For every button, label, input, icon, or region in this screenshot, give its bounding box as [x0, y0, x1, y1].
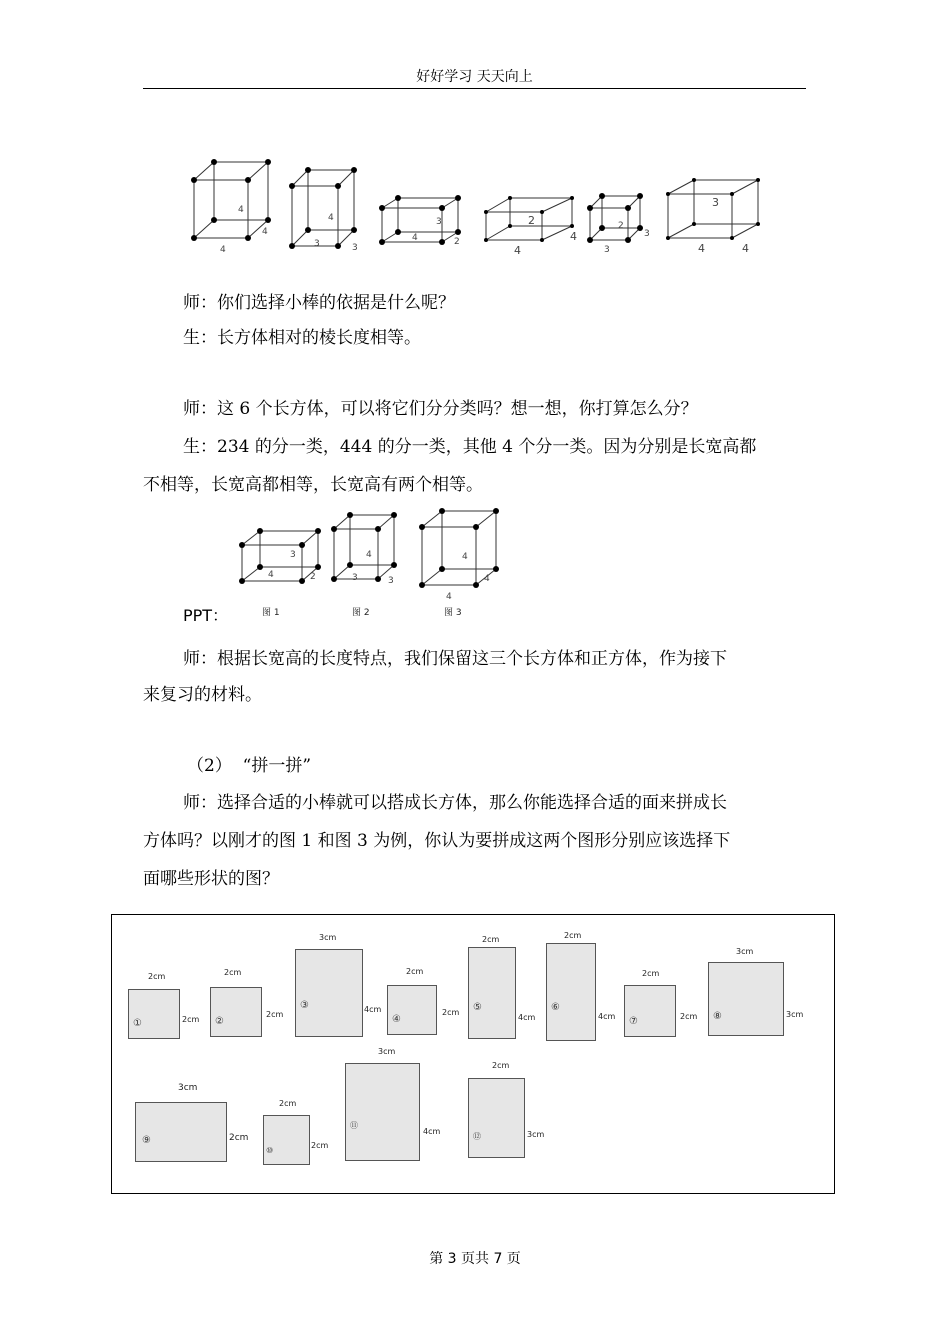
fig3-label-c: 4 [446, 592, 452, 602]
shape-7-top-label: 2cm [642, 969, 660, 978]
section2-line2: 方体吗？以刚才的图 1 和图 3 为例，你认为要拼成这两个图形分别应该选择下 [143, 831, 731, 851]
shape-11-number: ⑪ [350, 1121, 358, 1130]
shape-5-number: ⑤ [473, 1002, 482, 1013]
shape-9-side-label: 2cm [229, 1133, 249, 1143]
cuboid-3-label-c: 2 [454, 237, 460, 247]
shape-7 [624, 985, 676, 1037]
shape-4 [387, 985, 437, 1035]
page-footer: 第 3 页共 7 页 [429, 1251, 521, 1267]
cuboid-1-label-b: 4 [262, 227, 268, 237]
cuboid-1-label-a: 4 [238, 205, 244, 215]
shape-5-side-label: 4cm [518, 1013, 536, 1022]
fig3-label-b: 4 [484, 574, 490, 584]
shape-2-top-label: 2cm [224, 968, 242, 977]
shape-10 [263, 1115, 310, 1165]
ppt-label: PPT： [183, 606, 229, 625]
cuboid-5 [590, 196, 640, 240]
cuboid-5-label-a: 2 [618, 221, 624, 231]
fig1-caption: 图 1 [262, 608, 280, 618]
shape-6-side-label: 4cm [598, 1012, 616, 1021]
shape-8-top-label: 3cm [736, 947, 754, 956]
cuboid-6-label-b: 4 [698, 242, 705, 255]
cuboid-4-label-b: 4 [514, 244, 521, 257]
fig1-label-c: 2 [310, 572, 316, 582]
cuboid-figures-row1 [180, 150, 780, 260]
shape-8-number: ⑧ [713, 1011, 722, 1022]
cuboid-6-label-c: 4 [742, 242, 749, 255]
fig1-label-b: 4 [268, 570, 274, 580]
shape-2-number: ② [215, 1016, 224, 1027]
shape-4-number: ④ [392, 1014, 401, 1025]
cuboid-6 [668, 180, 758, 238]
shape-3-top-label: 3cm [319, 933, 337, 942]
cuboid-1-label-c: 4 [220, 245, 226, 255]
shape-6-number: ⑥ [551, 1002, 560, 1013]
cuboid-figures-row2 [230, 505, 510, 620]
fig2-caption: 图 2 [352, 608, 370, 618]
cuboid-6-label-a: 3 [712, 196, 719, 209]
section2-heading: （2） “拼一拼” [187, 756, 312, 776]
shape-3-side-label: 4cm [364, 1005, 382, 1014]
fig2-label-c: 3 [388, 576, 394, 586]
cuboid-4-label-a: 2 [528, 214, 535, 227]
shape-12-side-label: 3cm [527, 1130, 545, 1139]
cuboid-2-label-b: 3 [314, 239, 320, 249]
cuboid-1 [194, 162, 268, 238]
shape-10-side-label: 2cm [311, 1141, 329, 1150]
fig2-label-b: 3 [352, 573, 358, 583]
shape-9 [135, 1102, 227, 1162]
dialog1-teacher: 师：你们选择小棒的依据是什么呢？ [183, 293, 455, 313]
dialog1-student: 生：长方体相对的棱长度相等。 [183, 328, 421, 348]
cuboid-3-label-a: 3 [436, 217, 442, 227]
shape-1-top-label: 2cm [148, 972, 166, 981]
shape-7-number: ⑦ [629, 1016, 638, 1027]
shape-12-number: ⑫ [473, 1132, 481, 1141]
shape-11-side-label: 4cm [423, 1127, 441, 1136]
cuboid-4-label-c: 4 [570, 230, 577, 243]
shape-9-top-label: 3cm [178, 1083, 198, 1093]
cuboid-3-label-b: 4 [412, 233, 418, 243]
dialog2-student-cont: 不相等，长宽高都相等，长宽高有两个相等。 [143, 475, 483, 495]
shape-3 [295, 949, 363, 1037]
shape-9-number: ⑨ [142, 1135, 151, 1146]
shape-7-side-label: 2cm [680, 1012, 698, 1021]
shape-10-number: ⑩ [266, 1146, 274, 1155]
cuboid-2 [292, 170, 354, 246]
shape-1-number: ① [133, 1018, 142, 1029]
section2-line3: 面哪些形状的图？ [143, 869, 279, 889]
fig3-caption: 图 3 [444, 608, 462, 618]
shape-8-side-label: 3cm [786, 1010, 804, 1019]
cuboid-5-label-c: 3 [604, 245, 610, 255]
shapes-frame [111, 914, 835, 1194]
shape-2-side-label: 2cm [266, 1010, 284, 1019]
dialog3-teacher: 师：根据长宽高的长度特点，我们保留这三个长方体和正方体，作为接下 [183, 649, 727, 669]
shape-12 [468, 1078, 525, 1158]
shape-11-top-label: 3cm [378, 1047, 396, 1056]
fig3-label-a: 4 [462, 552, 468, 562]
shape-4-top-label: 2cm [406, 967, 424, 976]
shape-6 [546, 943, 596, 1041]
shape-5-top-label: 2cm [482, 935, 500, 944]
shape-12-top-label: 2cm [492, 1061, 510, 1070]
cuboid-3 [382, 198, 458, 242]
shape-2 [210, 987, 262, 1037]
shape-5 [468, 947, 516, 1039]
cuboid-5-label-b: 3 [644, 229, 650, 239]
shape-6-top-label: 2cm [564, 931, 582, 940]
shape-4-side-label: 2cm [442, 1008, 460, 1017]
fig2-label-a: 4 [366, 550, 372, 560]
dialog2-student: 生：234 的分一类，444 的分一类，其他 4 个分一类。因为分别是长宽高都 [183, 437, 757, 457]
shape-3-number: ③ [300, 1000, 309, 1011]
shape-8 [708, 962, 784, 1036]
dialog2-teacher: 师：这 6 个长方体，可以将它们分分类吗？想一想，你打算怎么分？ [183, 399, 698, 419]
cuboid-2-label-c: 3 [352, 243, 358, 253]
dialog3-teacher-cont: 来复习的材料。 [143, 685, 262, 705]
shape-11 [345, 1063, 420, 1161]
page-header: 好好学习 天天向上 [143, 66, 806, 89]
shape-1-side-label: 2cm [182, 1015, 200, 1024]
fig1-label-a: 3 [290, 550, 296, 560]
shape-10-top-label: 2cm [279, 1099, 297, 1108]
shape-1 [128, 989, 180, 1039]
cuboid-2-label-a: 4 [328, 213, 334, 223]
section2-line1: 师：选择合适的小棒就可以搭成长方体，那么你能选择合适的面来拼成长 [183, 793, 727, 813]
